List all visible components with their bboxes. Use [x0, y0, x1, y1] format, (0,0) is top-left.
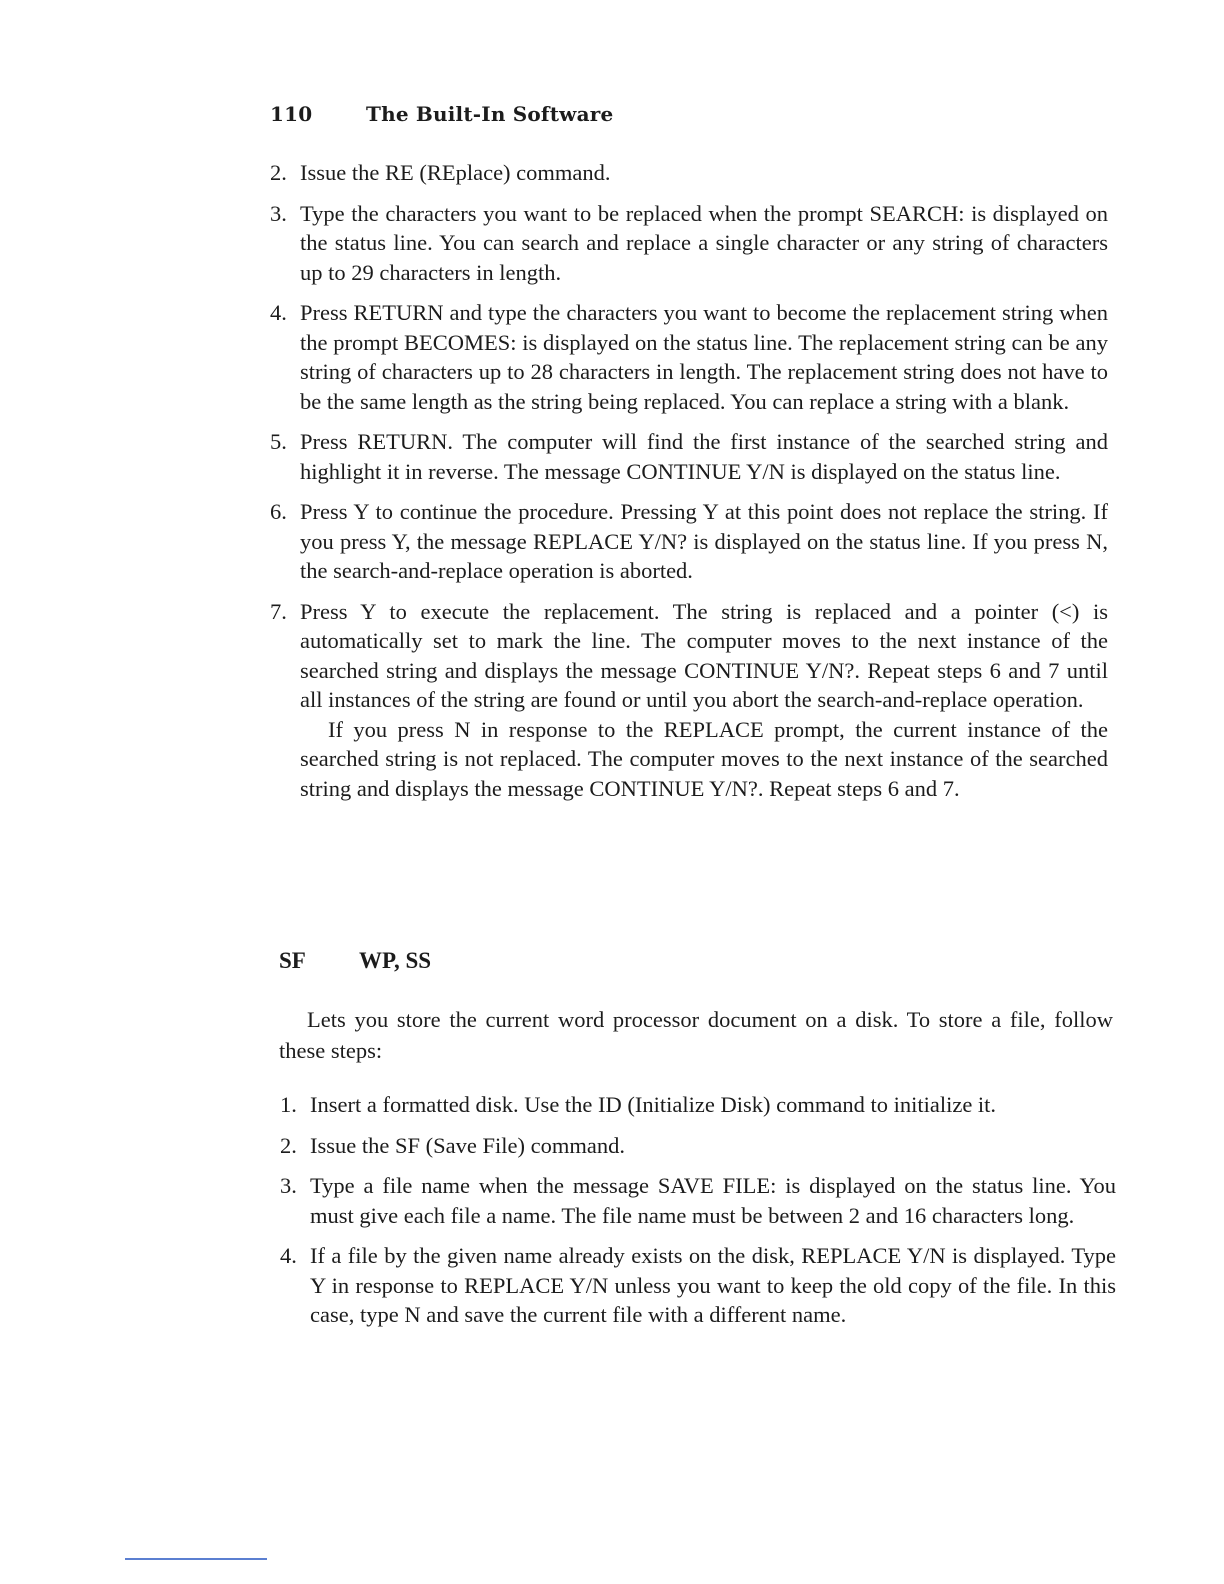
section-intro: Lets you store the current word processor document on a disk. To store a file, follow these steps: [279, 1007, 1113, 1063]
step-text: Issue the SF (Save File) command. [310, 1132, 625, 1158]
scan-edge-rule [125, 1558, 267, 1560]
step-text: Press Y to continue the procedure. Pressing Y at this point does not replace the string. If you press Y, the message REPLACE Y/N? is displayed on the status line. If you press N, the search-and-replace operation is aborted. [300, 499, 1108, 583]
chapter-title: The Built-In Software [366, 102, 614, 126]
step-number: 3. [270, 200, 287, 226]
list-item [270, 199, 1108, 288]
step-text: Press RETURN. The computer will find the first instance of the searched string and highlight it in reverse. The message CONTINUE Y/N is displayed on the status line. [300, 429, 1108, 484]
list-item [270, 597, 1108, 804]
save-steps-list [280, 1090, 1116, 1341]
step-number: 6. [270, 499, 287, 524]
step-number: 1. [280, 1092, 297, 1117]
list-item [270, 497, 1108, 586]
list-item [280, 1131, 1116, 1161]
replace-steps-list [270, 158, 1108, 814]
step-number: 4. [270, 300, 287, 325]
step-number: 3. [280, 1173, 297, 1198]
step-number: 4. [280, 1243, 297, 1268]
step-text: Press Y to execute the replacement. The string is replaced and a pointer (<) is automatically set to mark the line. The computer moves to the next instance of the searched string and displays the message CONTINUE Y/N?. Repeat steps 6 and 7 until all instances of the string are found or until you abort the search-and-replace operation. [300, 598, 1108, 712]
step-text: If a file by the given name already exists on the disk, REPLACE Y/N is displayed. Type Y in response to REPLACE Y/N unless you want to keep the old copy of the file. In this case, type N and save the current file with a different name. [310, 1243, 1116, 1327]
list-item [270, 298, 1108, 416]
step-number: 2. [270, 160, 287, 185]
section-heading [279, 948, 431, 974]
step-text: Type the characters you want to be replaced when the prompt SEARCH: is displayed on the status line. You can search and replace a single character or any string of characters up to 29 characters in length. [300, 200, 1108, 285]
list-item [280, 1171, 1116, 1230]
step-text: Issue the RE (REplace) command. [300, 160, 611, 185]
step-text: Insert a formatted disk. Use the ID (Initialize Disk) command to initialize it. [310, 1092, 997, 1117]
running-head [270, 102, 613, 126]
list-item [270, 427, 1108, 486]
step-number: 7. [270, 598, 287, 624]
list-item [270, 158, 1108, 188]
step-text: Press RETURN and type the characters you want to become the replacement string when the prompt BECOMES: is displayed on the status line. The replacement string can be any string of characters up to 28 characters in length. The replacement string does not have to be the same length as the string being replaced. You can replace a string with a blank. [300, 300, 1108, 414]
step-text: Type a file name when the message SAVE FILE: is displayed on the status line. You must give each file a name. The file name must be between 2 and 16 characters long. [310, 1173, 1116, 1228]
command-name: SF [279, 948, 306, 973]
command-applies-to: WP, SS [359, 948, 432, 973]
list-item [280, 1090, 1116, 1120]
step-number: 2. [280, 1132, 297, 1158]
step-text-continued: If you press N in response to the REPLACE prompt, the current instance of the searched string is not replaced. The computer moves to the next instance of the searched string and displays the message CONTINUE Y/N?. Repeat steps 6 and 7. [300, 716, 1108, 801]
page-number: 110 [270, 102, 313, 126]
list-item [280, 1241, 1116, 1330]
step-number: 5. [270, 429, 287, 454]
